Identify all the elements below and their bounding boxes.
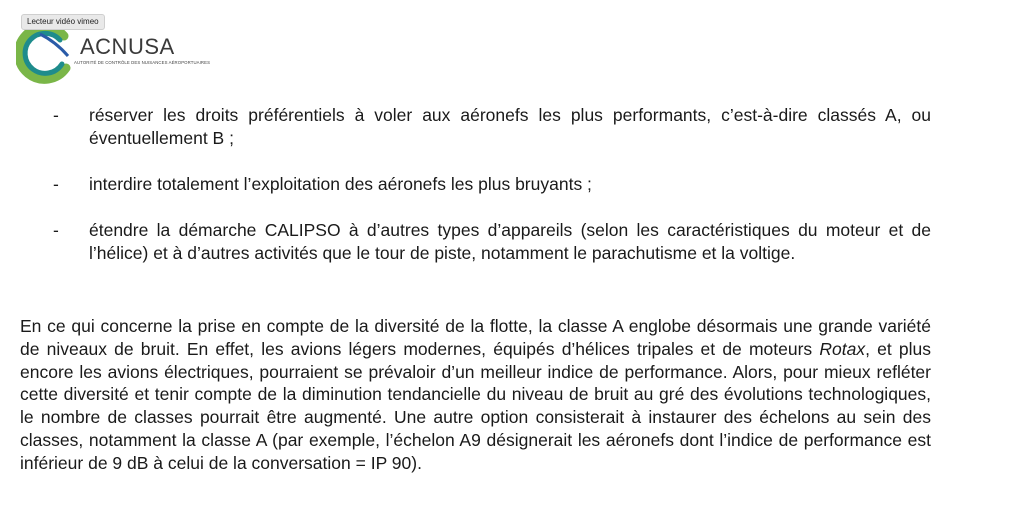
bullet-list	[0, 104, 1024, 265]
acnusa-logo-mark	[16, 22, 78, 84]
list-item	[0, 173, 931, 196]
bullet-text: étendre la démarche CALIPSO à d’autres types d’appareils (selon les caractéristiques du moteur et de l’hélice) et à d’autres activités que le tour de piste, notamment le parachutisme et la voltige.	[89, 220, 931, 263]
logo-name: ACNUSA	[80, 34, 175, 59]
list-item	[0, 219, 931, 265]
vimeo-player-tooltip: Lecteur vidéo vimeo	[21, 14, 105, 30]
logo-subtitle: AUTORITÉ DE CONTRÔLE DES NUISANCES AÉROPORTUAIRES	[74, 60, 211, 65]
bullet-dash: -	[53, 174, 59, 194]
paragraph-text-start: En ce qui concerne la prise en compte de la diversité de la flotte, la classe A englobe désormais une grande variété de niveaux de bruit. En effet, les avions légers modernes, équipés d’hélices tripales et de moteurs	[20, 316, 931, 359]
bullet-dash: -	[53, 220, 59, 240]
paragraph-italic-term: Rotax	[819, 338, 866, 359]
bullet-text: interdire totalement l’exploitation des aéronefs les plus bruyants ;	[89, 174, 592, 194]
list-item	[0, 104, 931, 150]
acnusa-logo	[16, 22, 211, 82]
paragraph-text-end: , et plus encore les avions électriques, pourraient se prévaloir d’un meilleur indice de performance. Alors, pour mieux refléter cette diversité et tenir compte de la diminution tendancielle du niveau de bruit au gré des évolutions technologiques, le nombre de classes pourrait être augmenté. Une autre option consisterait à instaurer des échelons au sein des classes, notamment la classe A (par exemple, l’échelon A9 désignerait les aéronefs dont l’indice de performance est inférieur de 9 dB à celui de la conversation = IP 90).	[20, 338, 931, 473]
body-paragraph	[20, 315, 931, 475]
bullet-text: réserver les droits préférentiels à voler aux aéronefs les plus performants, c’est-à-dire classés A, ou éventuellement B ;	[89, 105, 931, 148]
bullet-dash: -	[53, 105, 59, 125]
